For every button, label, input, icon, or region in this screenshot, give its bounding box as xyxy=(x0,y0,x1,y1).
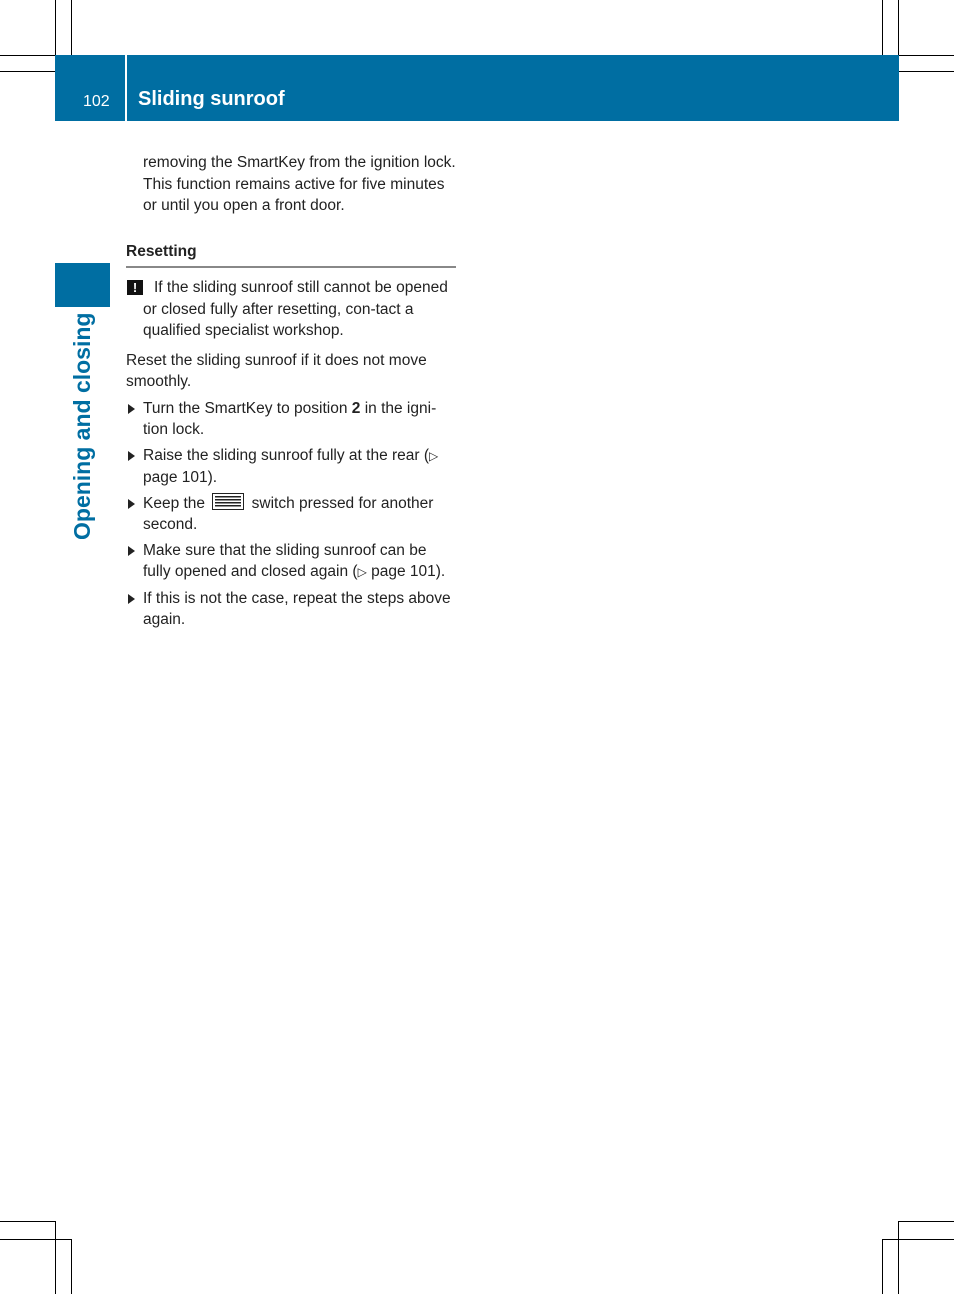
crop-mark xyxy=(0,55,55,56)
crop-mark xyxy=(899,1221,954,1222)
bullet-arrow-icon xyxy=(128,499,135,509)
bullet-arrow-icon xyxy=(128,451,135,461)
step-text: in the igni-tion lock. xyxy=(143,399,437,438)
crop-mark xyxy=(882,1239,954,1240)
sunroof-switch-icon xyxy=(212,493,244,510)
header-bar xyxy=(55,55,899,121)
crop-mark xyxy=(71,0,72,55)
bullet-arrow-icon xyxy=(128,594,135,604)
step-text: page 101). xyxy=(143,469,218,486)
step-text: switch pressed for another second. xyxy=(143,494,434,533)
list-item xyxy=(126,540,456,584)
steps-list xyxy=(126,398,456,631)
page-number: 102 xyxy=(83,93,110,110)
chapter-tab xyxy=(55,263,110,307)
warning-note-text: If the sliding sunroof still cannot be opened or closed fully after resetting, con-tact a qualified specialist workshop. xyxy=(143,279,448,339)
step-text: Raise the sliding sunroof fully at the rear ( xyxy=(143,446,430,464)
main-content xyxy=(126,152,456,635)
warning-note xyxy=(126,277,456,342)
crop-mark xyxy=(55,0,56,55)
crop-mark xyxy=(71,1239,72,1294)
crop-mark xyxy=(0,1239,71,1240)
page-reference-icon: ▷ xyxy=(429,448,439,463)
list-item xyxy=(126,493,456,536)
crop-mark xyxy=(0,1221,55,1222)
page-reference-icon: ▷ xyxy=(357,565,367,579)
list-item xyxy=(126,445,456,489)
section-title: Sliding sunroof xyxy=(138,88,285,110)
step-text: If this is not the case, repeat the steps above again. xyxy=(143,589,451,628)
subheading: Resetting xyxy=(126,241,456,269)
intro-paragraph: removing the SmartKey from the ignition lock. This function remains active for five minutes or until you open a front door. xyxy=(143,154,456,214)
header-divider xyxy=(125,55,127,121)
bullet-arrow-icon xyxy=(128,404,135,414)
crop-mark xyxy=(882,1239,883,1294)
crop-mark xyxy=(882,0,883,55)
crop-mark xyxy=(55,1221,56,1294)
warning-icon: ! xyxy=(127,280,143,295)
crop-mark xyxy=(899,55,954,56)
chapter-label: Opening and closing xyxy=(69,312,95,540)
crop-mark xyxy=(899,71,954,72)
bullet-arrow-icon xyxy=(128,546,135,556)
step-text: Keep the xyxy=(143,494,210,512)
crop-mark xyxy=(898,0,899,55)
step-text: page 101). xyxy=(366,563,446,580)
step-text: Turn the SmartKey to position xyxy=(143,399,352,417)
body-paragraph: Reset the sliding sunroof if it does not move smoothly. xyxy=(126,351,427,390)
crop-mark xyxy=(0,71,55,72)
crop-mark xyxy=(898,1221,899,1294)
list-item xyxy=(126,398,456,441)
step-text: Make sure that the sliding sunroof can be fully opened and closed again ( xyxy=(143,541,427,580)
list-item xyxy=(126,588,456,631)
step-position-value: 2 xyxy=(351,399,361,417)
